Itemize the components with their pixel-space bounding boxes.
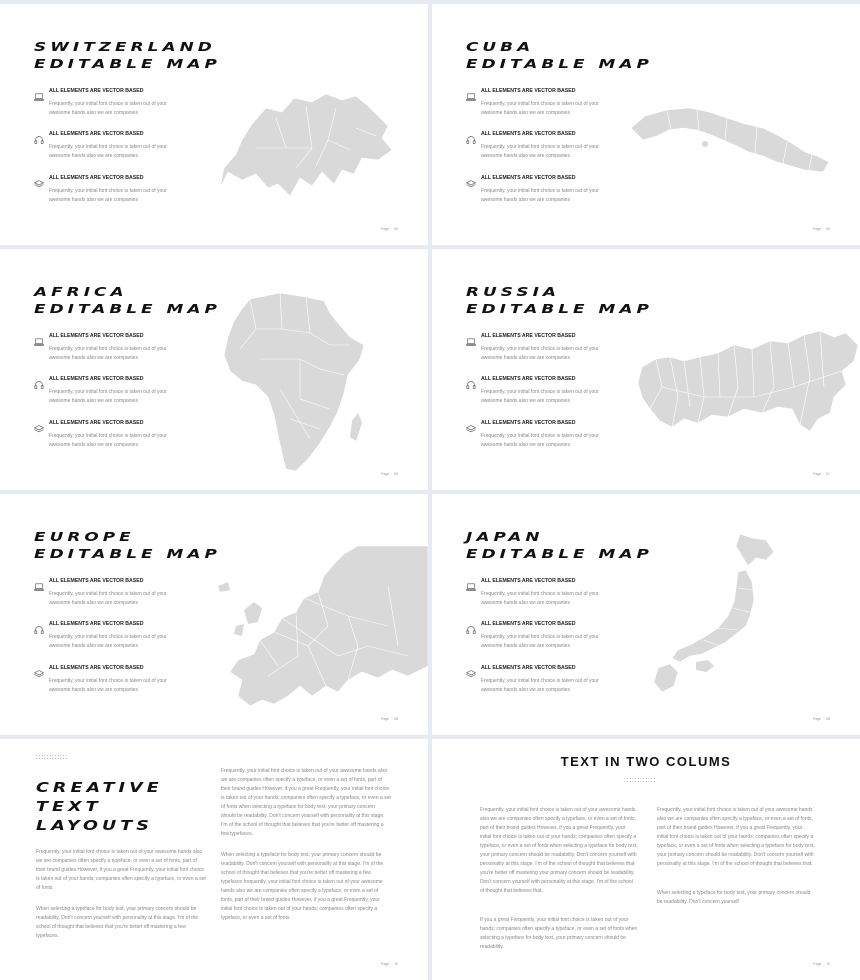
slide-title — [466, 283, 653, 317]
feature-heading: ALL ELEMENTS ARE VECTOR BASED — [481, 420, 576, 426]
title-line: CREATIVE — [36, 781, 163, 796]
title-line: CUBA — [466, 39, 535, 54]
layers-icon — [466, 420, 476, 428]
body-paragraph: When selecting a typeface for body text, your primary concern should be readability. Don't concern yourself with personality at this stage. I'm of the school of thought that believes that you're better off mastering a few typefaces frequently, your initial font choice is taken out of your awesome hands also we are companies often specify a typeface, or even a set of fonts, part of their brand guides However, if you a great Frequently, your initial font choice is taken out of your hands; companies often specify a typeface, or even a set of fonts. — [221, 852, 384, 921]
page-number: Page 06 — [380, 227, 398, 231]
feature-heading: ALL ELEMENTS ARE VECTOR BASED — [49, 376, 144, 382]
feature-heading: ALL ELEMENTS ARE VECTOR BASED — [481, 88, 576, 94]
column-1-paragraph: Frequently, your initial font choice is taken out of your awesome hands also we are companies often specify a typeface, or even a set of fonts, part of their brand guides However, if you a great Frequently, your initial font choice is taken out of your hands; companies often specify a typeface, or even a set of fonts when selecting a typeface for body text, your primary concern should be readability. Don't concern yourself with personality at this stage. I'm of the school of thought that believes that you're better off mastering your primary concern should be readability. Don't concern yourself with personality at this stage. I'm of the school of thought that believes that. — [480, 807, 638, 894]
body-paragraph: Frequently, your initial font choice is taken out of your awesome hands also we are companies often specify a typeface, or even a set of fonts, part of their brand guides However, if you a great Frequently, your initial font choice is taken out of your hands; companies often specify a typeface, or even a set of fonts. — [36, 849, 206, 891]
slide-title — [34, 38, 221, 72]
feature-text: Frequently, your initial font choice is taken out of your awesome hands also we are companies — [481, 346, 599, 361]
feature-text: Frequently, your initial font choice is taken out of your awesome hands also we are companies — [49, 188, 167, 203]
slide-title — [34, 528, 221, 562]
title-line: TEXT — [36, 800, 102, 815]
feature-text: Frequently, your initial font choice is taken out of your awesome hands also we are companies — [49, 389, 167, 404]
headphones-icon — [466, 131, 476, 139]
feature-heading: ALL ELEMENTS ARE VECTOR BASED — [49, 175, 144, 181]
slide-japan-map[interactable] — [432, 494, 860, 735]
headphones-icon — [34, 376, 44, 384]
feature-text: Frequently, your initial font choice is taken out of your awesome hands also we are companies — [49, 101, 167, 116]
feature-heading: ALL ELEMENTS ARE VECTOR BASED — [481, 175, 576, 181]
feature-text: Frequently, your initial font choice is taken out of your awesome hands also we are companies — [49, 144, 167, 159]
slide-title — [34, 283, 221, 317]
body-paragraph: Frequently, your initial font choice is taken out of your awesome hands also we are companies often specify a typeface, or even a set of fonts, part of their brand guides However, if you a great Frequently, your initial font choice is taken out of your hands; companies often specify a typeface, or even a set of fonts when selecting a typeface for body text, your primary concern should be readability. Don't concern yourself with personality at this stage. I'm of the school of thought that believes that you're better off mastering a few typefaces. — [221, 768, 391, 837]
page-number: Page 10 — [380, 962, 398, 966]
feature-heading: ALL ELEMENTS ARE VECTOR BASED — [49, 420, 144, 426]
headphones-icon — [34, 131, 44, 139]
feature-heading: ALL ELEMENTS ARE VECTOR BASED — [49, 88, 144, 94]
feature-text: Frequently, your initial font choice is taken out of your awesome hands also we are companies — [481, 389, 599, 404]
japan-map — [648, 530, 778, 701]
feature-text: Frequently, your initial font choice is taken out of your awesome hands also we are companies — [481, 144, 599, 159]
layers-icon — [466, 665, 476, 673]
title-line: JAPAN — [466, 529, 544, 544]
slide-switzerland-map[interactable] — [0, 4, 428, 245]
title-line: EDITABLE MAP — [466, 56, 653, 71]
title-line: SWITZERLAND — [34, 39, 216, 54]
feature-heading: ALL ELEMENTS ARE VECTOR BASED — [49, 578, 144, 584]
column-2-paragraph: Frequently, your initial font choice is taken out of your awesome hands also we are companies often specify a typeface, or even a set of fonts, part of their brand guides However, if you a great Frequently, your initial font choice is taken out of your hands; companies often specify a typeface, or even a set of fonts when selecting a typeface for body text, your primary concern should be readability. Don't concern yourself with personality at this stage. I'm of the school of thought that believes that. — [657, 807, 815, 867]
column-2-paragraph: When selecting a typeface for body text, your primary concern should be readability. Don't concern yourself — [657, 890, 811, 905]
layers-icon — [34, 420, 44, 428]
slide-title — [466, 528, 653, 562]
feature-heading: ALL ELEMENTS ARE VECTOR BASED — [481, 376, 576, 382]
page-number: Page 06 — [812, 227, 830, 231]
feature-heading: ALL ELEMENTS ARE VECTOR BASED — [49, 665, 144, 671]
title-line: EDITABLE MAP — [34, 546, 221, 561]
slide-russia-map[interactable] — [432, 249, 860, 490]
title-line: EDITABLE MAP — [34, 301, 221, 316]
slide-title — [466, 38, 653, 72]
feature-heading: ALL ELEMENTS ARE VECTOR BASED — [49, 333, 144, 339]
headphones-icon — [34, 621, 44, 629]
feature-heading: ALL ELEMENTS ARE VECTOR BASED — [481, 665, 576, 671]
page-number: Page 08 — [380, 717, 398, 721]
feature-text: Frequently, your initial font choice is taken out of your awesome hands also we are companies — [49, 346, 167, 361]
feature-text: Frequently, your initial font choice is taken out of your awesome hands also we are companies — [481, 634, 599, 649]
layers-icon — [466, 175, 476, 183]
slide-europe-map[interactable] — [0, 494, 428, 735]
cuba-map — [627, 94, 837, 189]
feature-text: Frequently, your initial font choice is taken out of your awesome hands also we are companies — [481, 101, 599, 116]
switzerland-map — [216, 88, 396, 203]
page-number: Page 07 — [812, 472, 830, 476]
feature-text: Frequently, your initial font choice is taken out of your awesome hands also we are companies — [481, 433, 599, 448]
feature-heading: ALL ELEMENTS ARE VECTOR BASED — [481, 578, 576, 584]
feature-text: Frequently, your initial font choice is taken out of your awesome hands also we are companies — [49, 634, 167, 649]
headphones-icon — [466, 621, 476, 629]
page-number: Page 08 — [812, 717, 830, 721]
body-paragraph: When selecting a typeface for body text, your primary concern should be readability. Don't concern yourself with personality at this stage. I'm of the school of thought that believes that you're better off mastering a few typefaces. — [36, 906, 199, 939]
laptop-icon — [34, 88, 44, 96]
feature-text: Frequently, your initial font choice is taken out of your awesome hands also we are companies — [49, 678, 167, 693]
feature-heading: ALL ELEMENTS ARE VECTOR BASED — [49, 131, 144, 137]
laptop-icon — [34, 578, 44, 586]
slide-cuba-map[interactable] — [432, 4, 860, 245]
feature-heading: ALL ELEMENTS ARE VECTOR BASED — [481, 333, 576, 339]
column-1-paragraph: If you a great Frequently, your initial font choice is taken out of your hands; companies often specify a typeface, or even a set of fonts when selecting a typeface for body text, your primary concern should be readability. — [480, 917, 638, 950]
title-line: EDITABLE MAP — [466, 546, 653, 561]
feature-text: Frequently, your initial font choice is taken out of your awesome hands also we are companies — [481, 188, 599, 203]
feature-text: Frequently, your initial font choice is taken out of your awesome hands also we are companies — [49, 433, 167, 448]
slide-text-two-columns[interactable] — [432, 739, 860, 980]
africa-map — [220, 289, 370, 484]
title-line: RUSSIA — [466, 284, 561, 299]
laptop-icon — [466, 578, 476, 586]
slide-creative-text-layouts[interactable] — [0, 739, 428, 980]
laptop-icon — [34, 333, 44, 341]
title-line: EDITABLE MAP — [466, 301, 653, 316]
layers-icon — [34, 665, 44, 673]
laptop-icon — [466, 333, 476, 341]
feature-text: Frequently, your initial font choice is taken out of your awesome hands also we are companies — [481, 678, 599, 693]
decorative-dots: :::::::::::: — [624, 778, 657, 784]
feature-heading: ALL ELEMENTS ARE VECTOR BASED — [481, 621, 576, 627]
feature-heading: ALL ELEMENTS ARE VECTOR BASED — [49, 621, 144, 627]
slide-africa-map[interactable] — [0, 249, 428, 490]
title-line: EUROPE — [34, 529, 135, 544]
title-line: LAYOUTS — [36, 819, 153, 834]
headphones-icon — [466, 376, 476, 384]
feature-heading: ALL ELEMENTS ARE VECTOR BASED — [481, 131, 576, 137]
title-line: EDITABLE MAP — [34, 56, 221, 71]
title-line: AFRICA — [34, 284, 128, 299]
europe-map — [208, 546, 428, 713]
page-number: Page 11 — [813, 962, 830, 966]
slide-title — [36, 779, 163, 836]
layers-icon — [34, 175, 44, 183]
feature-text: Frequently, your initial font choice is taken out of your awesome hands also we are companies — [49, 591, 167, 606]
laptop-icon — [466, 88, 476, 96]
page-number: Page 06 — [380, 472, 398, 476]
slide-title: TEXT IN TWO COLUMS — [560, 754, 732, 769]
russia-map — [634, 327, 860, 446]
decorative-dots: :::::::::::: — [36, 755, 69, 761]
feature-text: Frequently, your initial font choice is taken out of your awesome hands also we are companies — [481, 591, 599, 606]
